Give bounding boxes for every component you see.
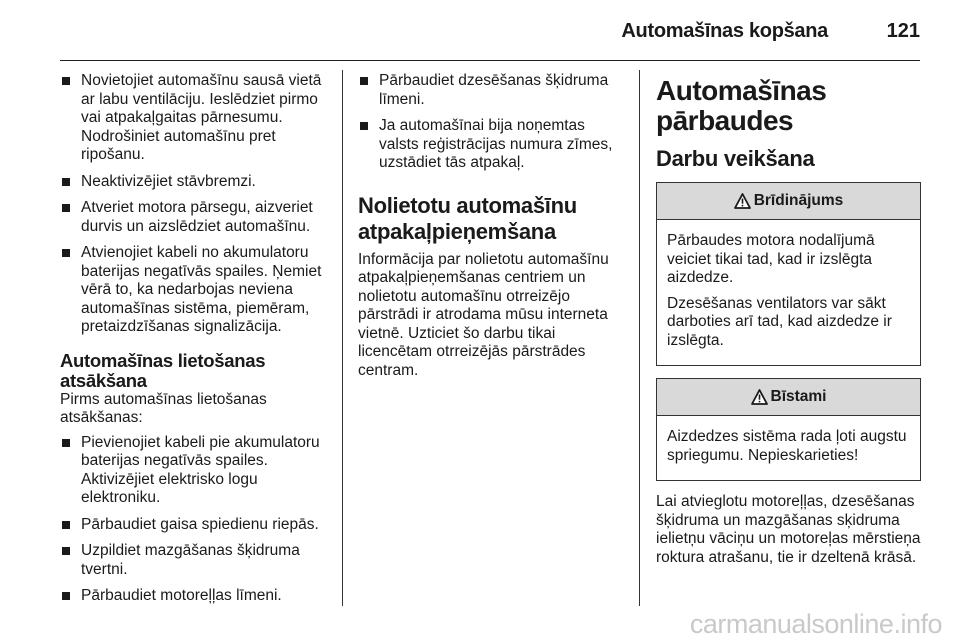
- fill-caps-body-text: Lai atvieglotu motoreļļas, dzesēšanas šķidruma un mazgāšanas sķidruma ielietņu vāciņu un motoreļas mērstieņa roktura atrašanu, tie ir dzeltenā krāsā.: [656, 493, 921, 566]
- list-item: Neaktivizējiet stāvbremzi.: [60, 173, 330, 192]
- warning-box-header: [657, 183, 920, 220]
- danger-box-body: [657, 416, 920, 480]
- warning-box-body: [657, 220, 920, 365]
- warning-box: [656, 182, 921, 366]
- resume-intro-text: Pirms automašīnas lietošanas atsākšanas:: [60, 390, 267, 426]
- list-item: Novietojiet automašīnu sausā vietā ar labu ventilāciju. Ieslēdziet pirmo vai atpakaļgaitas pārnesumu. Nodrošiniet automašīnu pret ripošanu.: [60, 72, 330, 165]
- section-heading-performing-work: Darbu veikšana: [656, 146, 815, 171]
- recycling-body-text: Informācija par nolietotu automašīnu atpakaļpieņemšanas centriem un nolietotu automašīnu otrreizējo pārstrādi ir atrodama mūsu interneta vietnē. Uzticiet šo darbu tikai licencētam otrreizējās pārstrādes centram.: [358, 250, 609, 379]
- section-heading-resume-use: Automašīnas lietošanas atsākšana: [60, 349, 266, 391]
- list-item: Pārbaudiet dzesēšanas šķidruma līmeni.: [358, 72, 623, 109]
- warning-triangle-icon: [751, 389, 768, 405]
- list-item: Uzpildiet mazgāšanas šķidruma tvertni.: [60, 542, 330, 579]
- resume-steps-list-continued: [358, 72, 623, 173]
- warning-text: Dzesēšanas ventilators var sākt darboties arī tad, kad aizdedze ir izslēgta.: [667, 294, 892, 349]
- list-item: Ja automašīnai bija noņemtas valsts reģistrācijas numura zīmes, uzstādiet tās atpakaļ.: [358, 117, 623, 173]
- list-item: Pārbaudiet gaisa spiedienu riepās.: [60, 516, 330, 535]
- column-divider: [639, 70, 640, 606]
- resume-steps-list: [60, 434, 330, 606]
- danger-box: [656, 378, 921, 481]
- watermark: carmanualsonline.info: [689, 609, 942, 639]
- list-item: Atveriet motora pārsegu, aizveriet durvis un aizslēdziet automašīnu.: [60, 199, 330, 236]
- page-number: 121: [886, 20, 920, 42]
- storage-steps-list: [60, 72, 330, 337]
- danger-box-header: [657, 379, 920, 416]
- section-heading-vehicle-recycling: Nolietotu automašīnu atpakaļpieņemšana: [358, 192, 577, 244]
- danger-text: Aizdedzes sistēma rada ļoti augstu spriegumu. Nepieskarieties!: [667, 428, 907, 464]
- danger-label: Bīstami: [770, 387, 827, 405]
- header-divider: [60, 60, 920, 61]
- column-right: [656, 72, 921, 567]
- column-middle: [358, 72, 623, 380]
- warning-text: Pārbaudes motora nodalījumā veiciet tikai tad, kad ir izslēgta aizdedze.: [667, 232, 875, 286]
- list-item: Pārbaudiet motoreļļas līmeni.: [60, 587, 330, 606]
- column-left: [60, 72, 330, 614]
- warning-triangle-icon: [734, 193, 751, 209]
- list-item: Atvienojiet kabeli no akumulatoru baterijas negatīvās spailes. Ņemiet vērā to, ka nedarbojas neviena automašīnas sistēma, piemēram, pretaizdzīšanas signalizācija.: [60, 244, 330, 337]
- column-divider: [342, 70, 343, 606]
- page-header-title: Automašīnas kopšana: [621, 20, 828, 42]
- list-item: Pievienojiet kabeli pie akumulatoru baterijas negatīvās spailes. Aktivizējiet elektrisko logu elektroniku.: [60, 434, 330, 508]
- warning-label: Brīdinājums: [753, 191, 844, 209]
- chapter-title: Automašīnas pārbaudes: [656, 75, 827, 136]
